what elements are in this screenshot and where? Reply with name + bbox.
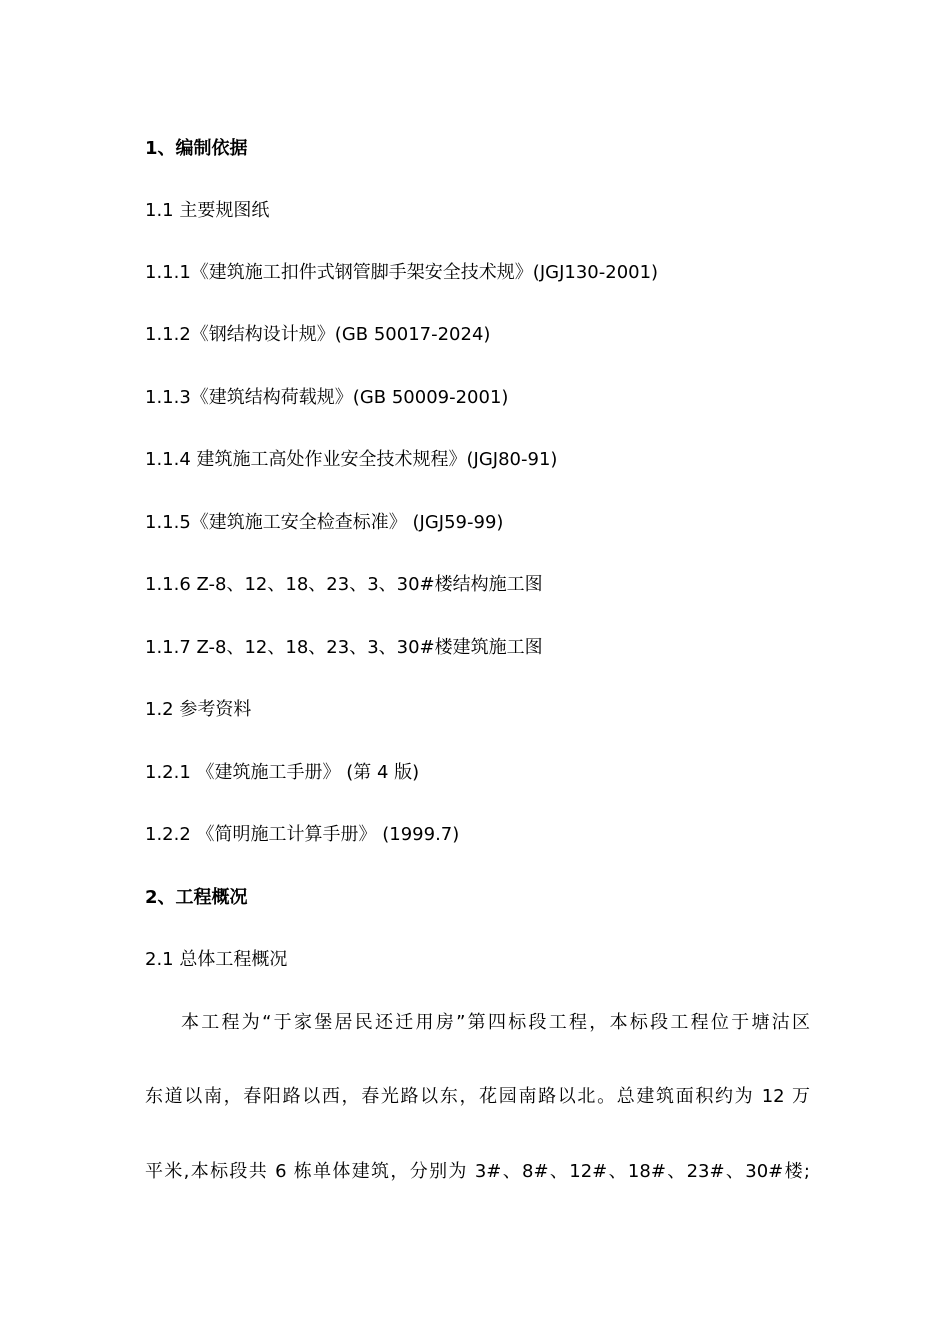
reference-1-1-3: 1.1.3《建筑结构荷载规》(GB 50009-2001) bbox=[145, 387, 509, 408]
reference-1-1-7: 1.1.7 Z-8、12、18、23、3、30#楼建筑施工图 bbox=[145, 637, 543, 658]
reference-1-1-6: 1.1.6 Z-8、12、18、23、3、30#楼结构施工图 bbox=[145, 574, 543, 595]
subsection-1-2-heading: 1.2 参考资料 bbox=[145, 699, 252, 720]
reference-1-1-4: 1.1.4 建筑施工高处作业安全技术规程》(JGJ80-91) bbox=[145, 449, 558, 470]
paragraph-line: 平米,本标段共 6 栋单体建筑，分别为 3#、8#、12#、18#、23#、30#楼; bbox=[145, 1161, 810, 1182]
subsection-1-1-heading: 1.1 主要规图纸 bbox=[145, 200, 270, 221]
reference-1-1-5: 1.1.5《建筑施工安全检查标准》 (JGJ59-99) bbox=[145, 512, 504, 533]
subsection-2-1-heading: 2.1 总体工程概况 bbox=[145, 949, 288, 970]
paragraph-line: 本工程为“于家堡居民还迁用房”第四标段工程，本标段工程位于塘沽区 bbox=[181, 1012, 810, 1033]
reference-1-1-2: 1.1.2《钢结构设计规》(GB 50017-2024) bbox=[145, 324, 491, 345]
reference-1-1-1: 1.1.1《建筑施工扣件式钢管脚手架安全技术规》(JGJ130-2001) bbox=[145, 262, 659, 283]
reference-1-2-1: 1.2.1 《建筑施工手册》 (第 4 版) bbox=[145, 762, 420, 783]
reference-1-2-2: 1.2.2 《简明施工计算手册》 (1999.7) bbox=[145, 824, 460, 845]
section-1-heading: 1、编制依据 bbox=[145, 138, 248, 159]
section-2-heading: 2、工程概况 bbox=[145, 887, 248, 908]
paragraph-line: 东道以南，春阳路以西，春光路以东，花园南路以北。总建筑面积约为 12 万 bbox=[145, 1086, 810, 1107]
